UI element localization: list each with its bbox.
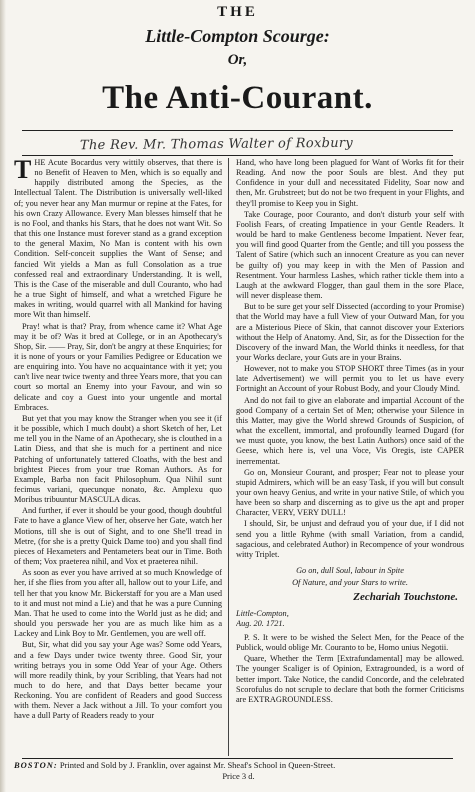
left-paragraph: But, Sir, what did you say your Age was? Some odd Years, and a few Days under twice twenty three. Good Sir, your writing betrays you in some Odd Year of your Age. Others will more readily think, by your Scribling, that Years had not much to do here, and that Days better became your Reckoning. You are confident of Readers and good Success with them. Never a Jack without a Jill. To your comfort you have a dull Party of Readers ready to your (14, 640, 222, 721)
top-rule (22, 130, 453, 131)
left-paragraph: HE Acute Bocardus very wittily observes, that there is no Benefit of Heaven to Men, which is so equally and happily distributed among the Species, as the Intellectual Talent. The Distribution is universally well-liked of; you never hear any Man murmur or repine at the Fates, for his own Crazy Allowance. Every Man blesses himself that he is no Fool, and thanks his Stars, that he does not want Wit. So that this one Instance must forever stand as a grand exception to the general Maxim, No Man is content with his own Condition. Self-conceit supplies the Want of Sense; and fancied Wit yields a Man as full Consolation as a true confessed real and extraordinary Understanding. It is well, This is the Case of the miserable and dull Couranto, who had he a true Sight of himself, and what a wretched Figure he makes in writing, would quarrel with all Mankind for having more Wit than himself. (14, 158, 222, 320)
masthead-subtitle: Little-Compton Scourge: (145, 26, 330, 46)
drop-cap: T (14, 158, 32, 184)
imprint-text: Printed and Sold by J. Franklin, over against Mr. Sheaf's School in Queen-Street. (59, 760, 336, 770)
right-column (236, 158, 464, 760)
handwritten-annotation: The Rev. Mr. Thomas Walter of Roxbury (79, 135, 354, 154)
masthead-the: THE (217, 4, 258, 20)
masthead-or: Or, (227, 52, 248, 68)
bottom-rule (22, 758, 453, 759)
left-paragraph: Pray! what is that? Pray, from whence came it? What Age may it be of? Was it bred at College, or in an Apothecary's Shop, Sir. —— Pray, Sir, don't be angry at these Enquiries; for it is none of yours or your Families Pedigree or Education we are enquiring into. You have no acquaintance with it yet; you can't live near twice twenty and three Years more, that you can court so mortal an Enemy into your Favour, and win so delicate and coy a Guest into your ungentle and mortal Embraces. (14, 321, 222, 412)
postscript: P. S. It were to be wished the Select Men, for the Peace of the Publick, would oblige Mr. Couranto to be, Homo unius Negotii. (236, 632, 464, 653)
imprint-place: BOSTON: (14, 760, 58, 770)
right-paragraph: Go on, Monsieur Courant, and prosper; Fear not to please your stupid Admirers, which will be an easy Task, if you will but consult your own heavy Genius, and write in your native Stile, of which you have been so sharp and discerning as to give us the apt and proper Character, VERY, VERY DULL! (236, 467, 464, 518)
column-divider (228, 158, 229, 756)
right-paragraph: I should, Sir, be unjust and defraud you of your due, if I did not send you a little Ryhme (with small Variation, from a candid, sagacious, and celebrated Author) in Recompence of your wondrous witty Triplet. (236, 519, 464, 559)
left-paragraph: As soon as ever you have arrived at so much Knowledge of her, if she flies from you after all, hallow out to your Life, and tell her that you know Mr. Bickerstaff for you are a Man used to it and must not mind a Lie) and that he was a pure Cunning Man. That he used to come into the World just as he did; and should you perswade her you are as much like him as a Lackey and Link Boy to Mr. Gentlemen, you are well off. (14, 568, 222, 639)
title-rule (22, 155, 453, 156)
left-paragraph: And further, if ever it should be your good, though doubtful Fate to have a glance View of her, observe her Gate, watch her Motions, till she is out of Sight, and to one She'll tread in Metre, (for she is a pretty Quick Dame too) and you shall find pieces of Hexameters and Pentameters beat our in Time. Both of them; Vox praeterea nihil, and Vox et praeterea nihil. (14, 506, 222, 567)
verse-line: Of Nature, and your Stars to write. (292, 578, 408, 588)
postscript-quare: Quare, Whether the Term [Extrafundamental] may be allowed. The younger Scaliger is of Opinion, Extragrounded, is a word of better import. Take Notice, the candid Concorde, and the celebrated Scorofulus do not scruple to declare that both the former Criticisms are EXTRAGROUNDLESS. (236, 654, 464, 704)
imprint (14, 760, 463, 782)
masthead-title: The Anti-Courant. (102, 80, 373, 116)
right-paragraph: However, not to make you STOP SHORT three Times (as in your late Advertisement) we will permit you to let us have every Fortnight an Account of your Robust Body, and your Cloudy Mind. (236, 364, 464, 394)
left-column (14, 158, 222, 760)
right-paragraph: And do not fail to give an elaborate and impartial Account of the good Company of a certain Set of Men; otherwise your Silence in this Matter, may give the World shrewd Grounds of Suspicion, of what the excellent, immortal, and profoundly learned Dugard (for we must quote, you know, the best Latin Authors) once said of the Geese, which here is, vel una Voce, Vis Oregis, iste CAPER inerrementat. (236, 395, 464, 466)
signature: Zechariah Touchstone. (353, 591, 458, 604)
left-paragraph: But yet that you may know the Stranger when you see it (if it be possible, which I much doubt) a short Sketch of her, Let me tell you in the Name of an Apothecary, she is clouthed in a Latin Diess, and that she is much for a pertinent and nice Patching of unfortunately tattered Cloaths, with the best and brightest Pieces from your true Roman Authors. As for Example, Barba non facit Philosophum. Qua Nihil sunt fecimus variani, quecunque nonato, &c. Amplexu quo Moribus tribuuntur MASCULA dicas. (14, 413, 222, 505)
imprint-price: Price 3 d. (222, 771, 255, 781)
verse-line: Go on, dull Soul, labour in Spite (296, 566, 404, 576)
right-paragraph: Take Courage, poor Couranto, and don't disturb your self with Foolish Fears, of creating Impatience in your Gentle Readers. It would be hard to make Gentleness become Impatient. Never fear, you will find good Quarter from the Gentle; and till you possess the Talent of Satire (which such an innocent Creature as you can never be guilty of) you may keep in with the Men of Passion and Resentment. Your harmless Lashes, which rather tickle them into a Laugh at the awkward Flogger, than gaul them in the sore Place, will never displease them. (236, 209, 464, 301)
right-paragraph: Hand, who have long been plagued for Want of Works fit for their Reading. And now the poor Souls are blest. And they put Confidence in your dull and necessitated Fidelity, Soar now and then, Mr. Grubstreet; but do not be two frequent in your Flights, and they'll promise to Keep you in Sight. (236, 158, 464, 208)
page-edge-shadow (0, 0, 6, 792)
dateline-place: Little-Compton, (236, 608, 289, 618)
dateline-date: Aug. 20. 1721. (236, 618, 285, 628)
right-paragraph: But to be sure get your self Dissected (according to your Promise) that the World may have a full View of your Outward Man, for you are a Misterious Piece of Skin, that cannot discover your Exteriors without the Help of Anatomy. And, Sir, as for the Dissection for the Discovery of the inward Man, the World thinks it needless, for that your Works declare, your Guts are in your Brains. (236, 302, 464, 362)
